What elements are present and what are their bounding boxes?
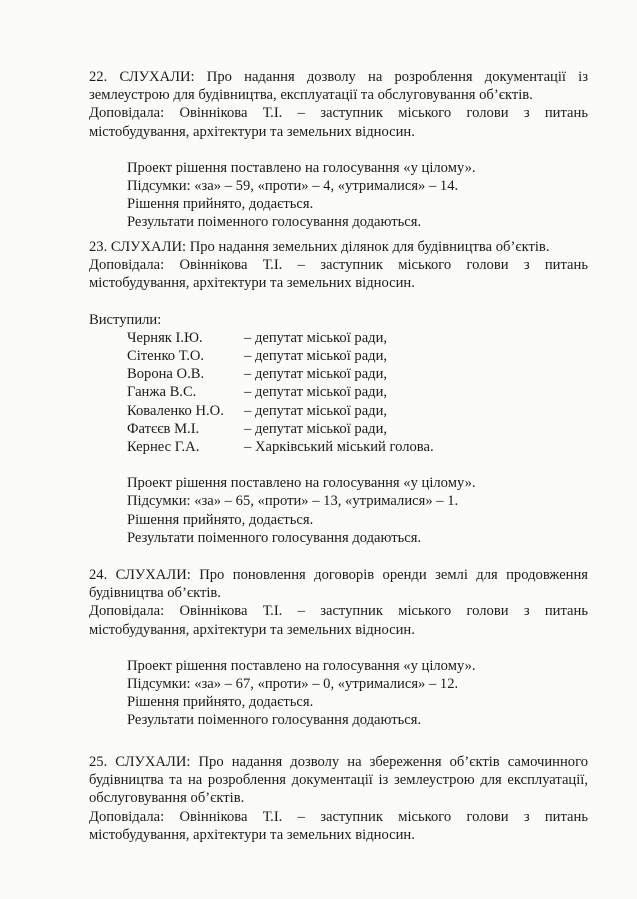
speaker-role: – депутат міської ради, xyxy=(244,420,388,437)
speaker-row xyxy=(127,383,588,401)
item-23 xyxy=(89,238,588,547)
speaker-row xyxy=(127,329,588,347)
item-23-heading: 23. СЛУХАЛИ: Про надання земельних ділянок для будівництва об’єктів. xyxy=(89,239,550,255)
speaker-role: – Харківський міський голова. xyxy=(244,438,434,455)
item-23-vote xyxy=(89,474,588,547)
item-24-vote xyxy=(89,657,588,730)
speaker-row xyxy=(127,420,588,438)
vote-line: Проект рішення поставлено на голосування «у цілому». xyxy=(127,657,476,674)
item-24-heading: 24. СЛУХАЛИ: Про поновлення договорів оренди землі для продовження будівництва об’єктів. xyxy=(89,567,588,602)
vote-line: Проект рішення поставлено на голосування «у цілому». xyxy=(127,475,476,492)
speaker-row xyxy=(127,402,588,420)
speaker-name: Сітенко Т.О. xyxy=(127,348,205,364)
item-25-heading: 25. СЛУХАЛИ: Про надання дозволу на збереження об’єктів самочинного будівництва та на розроблення документації із землеустрою для експлуатації, обслуговування об’єктів. xyxy=(89,754,588,807)
item-23-reporter: Доповідала: Овіннікова Т.І. – заступник міського голови з питань містобудування, архітектури та земельних відносин. xyxy=(89,257,588,292)
vote-line: Результати поіменного голосування додаються. xyxy=(127,529,422,546)
vote-line: Результати поіменного голосування додаються. xyxy=(127,214,422,231)
speaker-role: – депутат міської ради, xyxy=(244,366,388,383)
speaker-role: – депутат міської ради, xyxy=(244,348,388,364)
speaker-role: – депутат міської ради, xyxy=(244,329,388,346)
item-22 xyxy=(89,68,588,232)
item-22-vote xyxy=(89,159,588,232)
item-22-reporter: Доповідала: Овіннікова Т.І. – заступник міського голови з питань містобудування, архітектури та земельних відносин. xyxy=(89,105,588,140)
vote-line: Результати поіменного голосування додаються. xyxy=(127,712,422,729)
speaker-role: – депутат міської ради, xyxy=(244,384,388,401)
item-25-reporter: Доповідала: Овіннікова Т.І. – заступник міського голови з питань містобудування, архітектури та земельних відносин. xyxy=(89,808,588,843)
vote-line: Проект рішення поставлено на голосування «у цілому». xyxy=(127,159,476,176)
speaker-name: Коваленко Н.О. xyxy=(127,402,224,419)
vote-line: Підсумки: «за» – 65, «проти» – 13, «утрималися» – 1. xyxy=(127,493,459,510)
speaker-role: – депутат міської ради, xyxy=(244,402,388,419)
speakers-list xyxy=(127,329,588,456)
vote-line: Підсумки: «за» – 67, «проти» – 0, «утрималися» – 12. xyxy=(127,676,459,693)
speaker-name: Черняк І.Ю. xyxy=(127,329,203,346)
speaker-name: Ганжа В.С. xyxy=(127,384,197,401)
speaker-row xyxy=(127,347,588,365)
item-24-reporter: Доповідала: Овіннікова Т.І. – заступник міського голови з питань містобудування, архітектури та земельних відносин. xyxy=(89,603,588,638)
speaker-name: Ворона О.В. xyxy=(127,366,205,383)
speaker-row xyxy=(127,365,588,383)
speakers-label: Виступили: xyxy=(89,311,162,328)
speaker-name: Кернес Г.А. xyxy=(127,438,200,455)
item-25 xyxy=(89,753,588,844)
vote-line: Рішення прийнято, додається. xyxy=(127,511,314,528)
item-24 xyxy=(89,566,588,730)
vote-line: Рішення прийнято, додається. xyxy=(127,694,314,711)
vote-line: Підсумки: «за» – 59, «проти» – 4, «утрималися» – 14. xyxy=(127,178,459,195)
speaker-name: Фатєєв М.І. xyxy=(127,420,200,437)
vote-line: Рішення прийнято, додається. xyxy=(127,196,314,213)
item-22-heading: 22. СЛУХАЛИ: Про надання дозволу на розроблення документації із землеустрою для будівництва, експлуатації та обслуговування об’єктів. xyxy=(89,69,588,104)
speaker-row xyxy=(127,438,588,456)
